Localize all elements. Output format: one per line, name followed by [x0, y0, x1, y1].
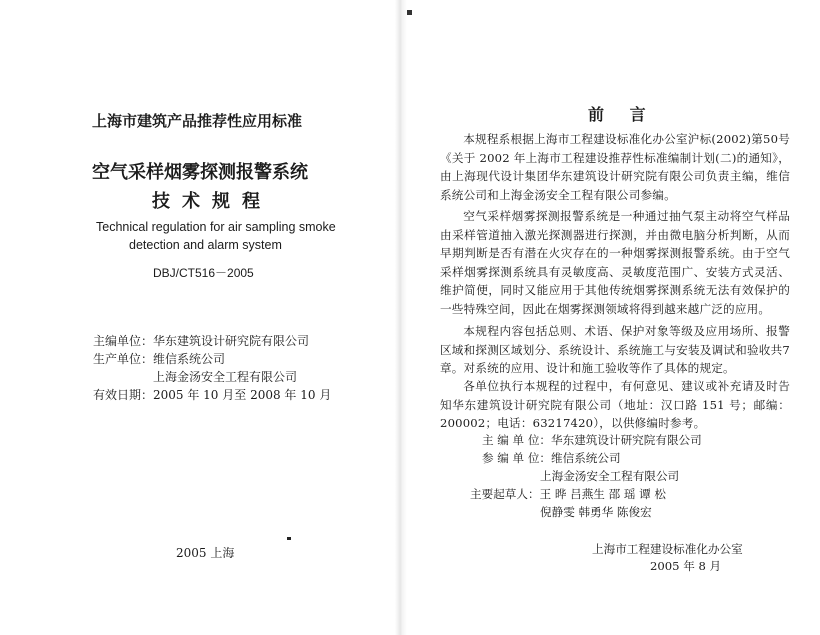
participant-unit-line: 参 编 单 位：维信系统公司 [482, 451, 621, 465]
standard-code: DBJ/CT516－2005 [153, 266, 254, 280]
standard-series: 上海市建筑产品推荐性应用标准 [92, 112, 303, 130]
signature-date: 2005 年 8 月 [650, 559, 722, 573]
document-title-cn: 空气采样烟雾探测报警系统 [92, 162, 308, 183]
document-title-en-line1: Technical regulation for air sampling smoke [96, 220, 336, 234]
participant-unit-line-2: 上海金汤安全工程有限公司 [540, 469, 680, 483]
publish-info: 2005 上海 [176, 546, 235, 560]
chief-unit-line: 主 编 单 位：华东建筑设计研究院有限公司 [482, 433, 702, 447]
chief-editor-unit: 主编单位：华东建筑设计研究院有限公司 [93, 334, 310, 348]
right-page [400, 0, 820, 635]
left-page [0, 0, 400, 635]
main-drafters-line-2: 倪静雯 韩勇华 陈俊宏 [540, 505, 652, 519]
preface-paragraph-2: 空气采样烟雾探测报警系统是一种通过抽气泵主动将空气样品由采样管道抽入激光探测器进行探测，并由微电脑分析判断，从而早期判断是否有潜在火灾存在的一种烟雾探测报警系统。由于空气采样烟雾探测系统具有灵敏度高、灵敏度范围广、安装方式灵活、维护简便，同时又能应用于其他传统烟雾探测系统无法有效保护的一些特殊空间，因此在烟雾探测领域将得到越来越广泛的应用。 [440, 209, 790, 316]
main-drafters-line: 主要起草人：王 晔 吕燕生 邵 瑶 谭 松 [470, 487, 667, 501]
preface-paragraph-1: 本规程系根据上海市工程建设标准化办公室沪标(2002)第50号《关于 2002 年上海市工程建设推荐性标准编制计划(二)的通知》，由上海现代设计集团华东建筑设计研究院有限公司负责主编，维信系统公司和上海金汤安全工程有限公司参编。 [440, 132, 790, 202]
scan-speck [287, 537, 291, 540]
document-subtitle-cn: 技术规程 [152, 191, 272, 212]
preface-heading: 前 言 [588, 105, 656, 124]
signature-organization: 上海市工程建设标准化办公室 [592, 542, 743, 556]
producer-unit: 生产单位：维信系统公司 [93, 352, 226, 366]
preface-paragraph-3: 本规程内容包括总则、术语、保护对象等级及应用场所、报警区域和探测区域划分、系统设计、系统施工与安装及调试和验收共7章。对系统的应用、设计和施工验收等作了具体的规定。 [440, 324, 790, 376]
document-title-en-line2: detection and alarm system [129, 238, 282, 252]
validity-date: 有效日期：2005 年 10 月至 2008 年 10 月 [93, 388, 332, 402]
preface-paragraph-4: 各单位执行本规程的过程中，有何意见、建议或补充请及时告知华东建筑设计研究院有限公司（地址：汉口路 151 号；邮编：200002；电话：63217420），以供修编时参考。 [440, 379, 790, 431]
producer-unit-2: 上海金汤安全工程有限公司 [153, 370, 298, 384]
